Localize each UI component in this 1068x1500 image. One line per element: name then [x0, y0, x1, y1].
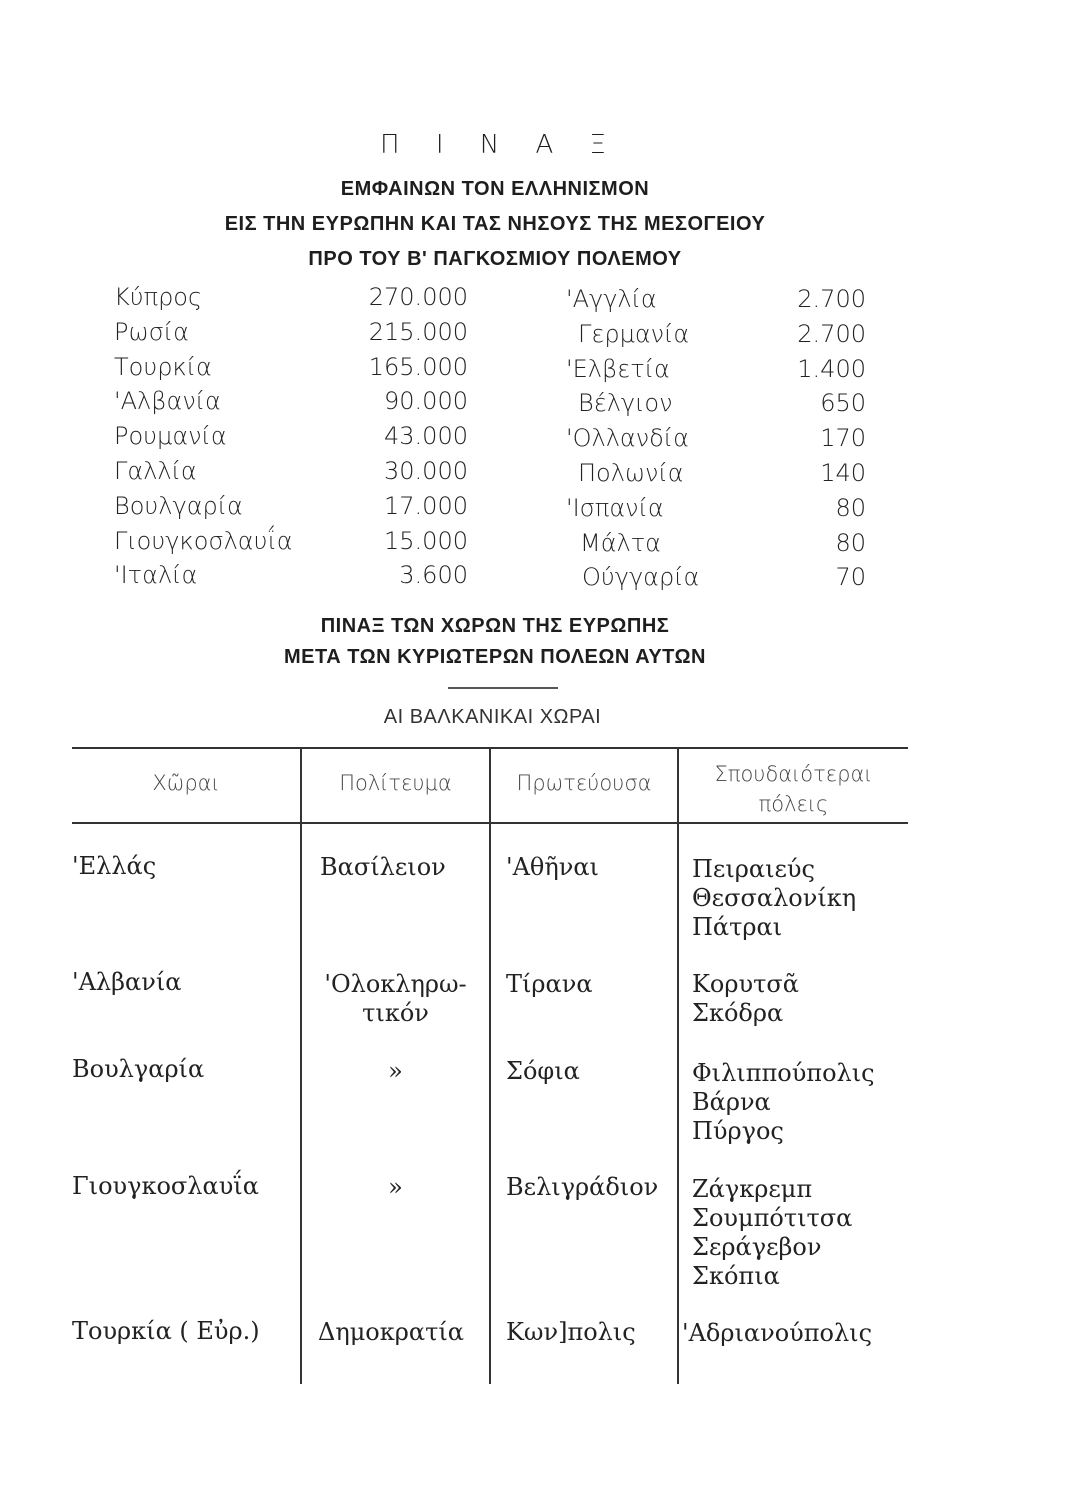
cell-regime: »: [388, 1057, 403, 1085]
city-name: Σκόδρα: [692, 999, 784, 1027]
population-value: 170: [820, 424, 866, 453]
city-name: 'Αδριανούπολις: [682, 1319, 873, 1347]
population-value: 80: [835, 493, 866, 522]
cell-cities: [692, 1175, 852, 1291]
heading2-line-2: ΜΕΤΑ ΤΩΝ ΚΥΡΙΩΤΕΡΩΝ ΠΟΛΕΩΝ ΑΥΤΩΝ: [283, 646, 706, 668]
population-value: 165.000: [368, 352, 468, 381]
cell-capital: Σόφια: [506, 1057, 580, 1085]
population-row: [566, 352, 866, 387]
population-row: [566, 421, 866, 456]
country-name: 'Αγγλία: [566, 285, 657, 313]
cell-capital: Βελιγράδιον: [506, 1173, 659, 1201]
cell-country: 'Ελλάς: [72, 852, 157, 880]
country-name: 'Ισπανία: [566, 493, 664, 522]
city-name: Φιλιππούπολις: [692, 1059, 875, 1087]
population-value: 2.700: [797, 285, 866, 313]
population-value: 17.000: [384, 491, 468, 520]
population-row: [114, 558, 474, 593]
cell-country: Τουρκία ( Εὐρ.): [72, 1317, 260, 1345]
cell-regime: »: [388, 1173, 403, 1201]
city-name: Πύργος: [692, 1117, 784, 1145]
country-name: Τουρκία: [114, 352, 212, 381]
heading2-line-1: ΠΙΝΑΞ ΤΩΝ ΧΩΡΩΝ ΤΗΣ ΕΥΡΩΠΗΣ: [320, 615, 670, 637]
population-row: [114, 454, 474, 489]
population-row: [566, 560, 866, 595]
population-row: [114, 489, 474, 524]
population-list-left: [114, 280, 474, 593]
population-value: 270.000: [368, 283, 468, 311]
city-name: Σεράγεβον: [692, 1233, 822, 1261]
column-divider: [489, 749, 491, 1384]
population-row: [114, 524, 474, 559]
regime-line: 'Ολοκληρω-: [324, 970, 467, 998]
population-row: [114, 315, 474, 350]
cell-capital: 'Αθῆναι: [506, 853, 599, 881]
population-row: [114, 280, 474, 315]
population-value: 80: [835, 528, 866, 557]
country-name: 'Ελβετία: [566, 354, 670, 383]
population-list-right: [566, 282, 866, 595]
city-name: Πειραιεύς: [692, 855, 815, 883]
country-name: Γαλλία: [114, 456, 197, 485]
cell-cities: [692, 970, 799, 1028]
header-cities-line: Σπουδαιότεραι: [714, 762, 873, 786]
population-value: 15.000: [384, 526, 468, 555]
city-name: Κορυτσᾶ: [692, 970, 799, 998]
population-value: 1.400: [797, 354, 866, 383]
header-capital: Πρωτεύουσα: [516, 771, 652, 795]
population-value: 650: [820, 389, 866, 418]
population-value: 30.000: [384, 456, 468, 485]
population-row: [566, 317, 866, 352]
city-name: Ζάγκρεμπ: [692, 1175, 813, 1203]
country-name: Βέλγιον: [578, 389, 673, 418]
cell-cities: [692, 1059, 875, 1146]
population-value: 3.600: [399, 561, 468, 590]
cell-country: 'Αλβανία: [72, 968, 182, 996]
heading-line-3: ΠΡΟ ΤΟΥ Β' ΠΑΓΚΟΣΜΙΟΥ ΠΟΛΕΜΟΥ: [308, 248, 682, 270]
city-name: Θεσσαλονίκη: [692, 884, 857, 912]
heading-line-1: ΕΜΦΑΙΝΩΝ ΤΟΝ ΕΛΛΗΝΙΣΜΟΝ: [340, 178, 650, 200]
section-subtitle: ΑΙ ΒΑΛΚΑΝΙΚΑΙ ΧΩΡΑΙ: [383, 706, 602, 728]
population-row: [566, 526, 866, 561]
population-row: [566, 282, 866, 317]
heading-line-2: ΕΙΣ ΤΗΝ ΕΥΡΩΠΗΝ ΚΑΙ ΤΑΣ ΝΗΣΟΥΣ ΤΗΣ ΜΕΣΟΓΕΙΟΥ: [224, 213, 766, 235]
population-row: [114, 384, 474, 419]
column-divider: [677, 749, 679, 1384]
cell-capital: Κων]πολις: [506, 1318, 636, 1346]
country-name: Βουλγαρία: [114, 491, 243, 520]
population-value: 2.700: [797, 319, 866, 348]
city-name: Σουμπότιτσα: [692, 1204, 853, 1232]
regime-line: τικόν: [362, 999, 429, 1027]
country-name: Γιουγκοσλαυΐα: [114, 526, 293, 555]
population-row: [566, 491, 866, 526]
country-name: 'Αλβανία: [114, 387, 221, 416]
country-name: Γερμανία: [578, 319, 690, 348]
country-name: Ούγγαρία: [582, 563, 700, 592]
country-name: Κύπρος: [114, 283, 203, 311]
population-row: [566, 386, 866, 421]
header-cities: [679, 759, 908, 819]
header-cities-line: πόλεις: [758, 792, 829, 816]
cell-regime: Βασίλειον: [320, 853, 446, 881]
population-value: 70: [835, 563, 866, 592]
country-name: Πολωνία: [578, 458, 684, 487]
header-countries: Χῶραι: [152, 771, 220, 795]
population-value: 43.000: [384, 422, 468, 451]
population-value: 215.000: [368, 317, 468, 346]
cell-country: Γιουγκοσλαυΐα: [72, 1172, 259, 1200]
cell-cities: [682, 1319, 872, 1348]
city-name: Πάτραι: [692, 913, 783, 941]
page-title: Π Ι Ν Α Ξ: [380, 130, 620, 160]
cell-country: Βουλγαρία: [72, 1055, 205, 1083]
cell-regime: Δημοκρατία: [318, 1318, 464, 1346]
population-value: 140: [820, 458, 866, 487]
country-name: Ρωσία: [114, 317, 189, 346]
cell-capital: Τίρανα: [506, 970, 593, 998]
population-row: [114, 419, 474, 454]
city-name: Σκόπια: [692, 1262, 780, 1290]
cell-regime: [302, 970, 489, 1028]
divider: [448, 687, 558, 689]
city-name: Βάρνα: [692, 1088, 771, 1116]
header-regime: Πολίτευμα: [339, 771, 452, 795]
population-row: [566, 456, 866, 491]
population-value: 90.000: [384, 387, 468, 416]
cell-cities: [692, 855, 856, 942]
population-row: [114, 350, 474, 385]
country-name: 'Ολλανδία: [566, 424, 689, 453]
country-name: 'Ιταλία: [114, 561, 198, 590]
country-name: Μάλτα: [580, 528, 661, 557]
country-name: Ρουμανία: [114, 422, 227, 451]
